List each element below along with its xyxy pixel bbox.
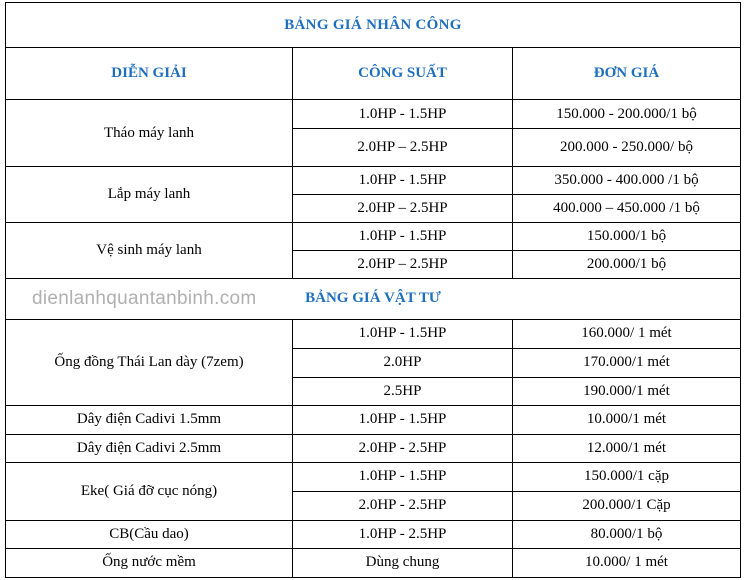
header-price: ĐƠN GIÁ bbox=[513, 48, 741, 100]
price-cell: 400.000 – 450.000 /1 bộ bbox=[513, 195, 741, 223]
power-cell: 2.0HP - 2.5HP bbox=[293, 434, 513, 462]
materials-title: BẢNG GIÁ VẬT TƯ bbox=[305, 290, 441, 307]
price-cell: 150.000/1 bộ bbox=[513, 223, 741, 251]
price-table bbox=[5, 2, 741, 578]
service-name: Tháo máy lanh bbox=[6, 100, 293, 167]
price-cell: 170.000/1 mét bbox=[513, 348, 741, 377]
table-row bbox=[6, 520, 741, 548]
header-row bbox=[6, 48, 741, 100]
price-cell: 160.000/ 1 mét bbox=[513, 319, 741, 348]
material-name: Dây điện Cadivi 1.5mm bbox=[6, 405, 293, 434]
price-cell: 350.000 - 400.000 /1 bộ bbox=[513, 167, 741, 195]
table-row bbox=[6, 434, 741, 462]
table-row bbox=[6, 548, 741, 577]
price-cell: 200.000 - 250.000/ bộ bbox=[513, 129, 741, 167]
table-row bbox=[6, 223, 741, 251]
service-name: Vệ sinh máy lanh bbox=[6, 223, 293, 279]
material-name: Ống đồng Thái Lan dày (7zem) bbox=[6, 319, 293, 405]
price-cell: 190.000/1 mét bbox=[513, 377, 741, 405]
service-name: Lắp máy lanh bbox=[6, 167, 293, 223]
power-cell: 1.0HP - 1.5HP bbox=[293, 462, 513, 491]
header-description: DIỄN GIẢI bbox=[6, 48, 293, 100]
price-cell: 200.000/1 Cặp bbox=[513, 491, 741, 520]
material-name: CB(Cầu dao) bbox=[6, 520, 293, 548]
price-cell: 150.000 - 200.000/1 bộ bbox=[513, 100, 741, 129]
power-cell: 1.0HP - 1.5HP bbox=[293, 405, 513, 434]
material-name: Ống nước mềm bbox=[6, 548, 293, 577]
header-power: CÔNG SUẤT bbox=[293, 48, 513, 100]
power-cell: 1.0HP - 1.5HP bbox=[293, 100, 513, 129]
power-cell: 1.0HP - 1.5HP bbox=[293, 167, 513, 195]
price-cell: 10.000/1 mét bbox=[513, 405, 741, 434]
power-cell: 2.0HP – 2.5HP bbox=[293, 251, 513, 279]
power-cell: 2.5HP bbox=[293, 377, 513, 405]
price-cell: 150.000/1 cặp bbox=[513, 462, 741, 491]
labor-title: BẢNG GIÁ NHÂN CÔNG bbox=[6, 3, 741, 48]
watermark: dienlanhquantanbinh.com bbox=[32, 287, 257, 309]
power-cell: 2.0HP – 2.5HP bbox=[293, 129, 513, 167]
table-row bbox=[6, 167, 741, 195]
table-row bbox=[6, 462, 741, 491]
power-cell: 2.0HP - 2.5HP bbox=[293, 491, 513, 520]
power-cell: 1.0HP - 1.5HP bbox=[293, 319, 513, 348]
price-cell: 10.000/ 1 mét bbox=[513, 548, 741, 577]
table-row bbox=[6, 319, 741, 348]
price-cell: 80.000/1 bộ bbox=[513, 520, 741, 548]
table-row bbox=[6, 100, 741, 129]
power-cell: 2.0HP – 2.5HP bbox=[293, 195, 513, 223]
power-cell: Dùng chung bbox=[293, 548, 513, 577]
power-cell: 1.0HP - 1.5HP bbox=[293, 223, 513, 251]
power-cell: 1.0HP - 2.5HP bbox=[293, 520, 513, 548]
price-cell: 12.000/1 mét bbox=[513, 434, 741, 462]
power-cell: 2.0HP bbox=[293, 348, 513, 377]
table-title-row bbox=[6, 3, 741, 48]
material-name: Eke( Giá đỡ cục nóng) bbox=[6, 462, 293, 520]
materials-title-row bbox=[6, 279, 741, 319]
table-row bbox=[6, 405, 741, 434]
price-cell: 200.000/1 bộ bbox=[513, 251, 741, 279]
material-name: Dây điện Cadivi 2.5mm bbox=[6, 434, 293, 462]
materials-title-cell bbox=[6, 279, 741, 319]
